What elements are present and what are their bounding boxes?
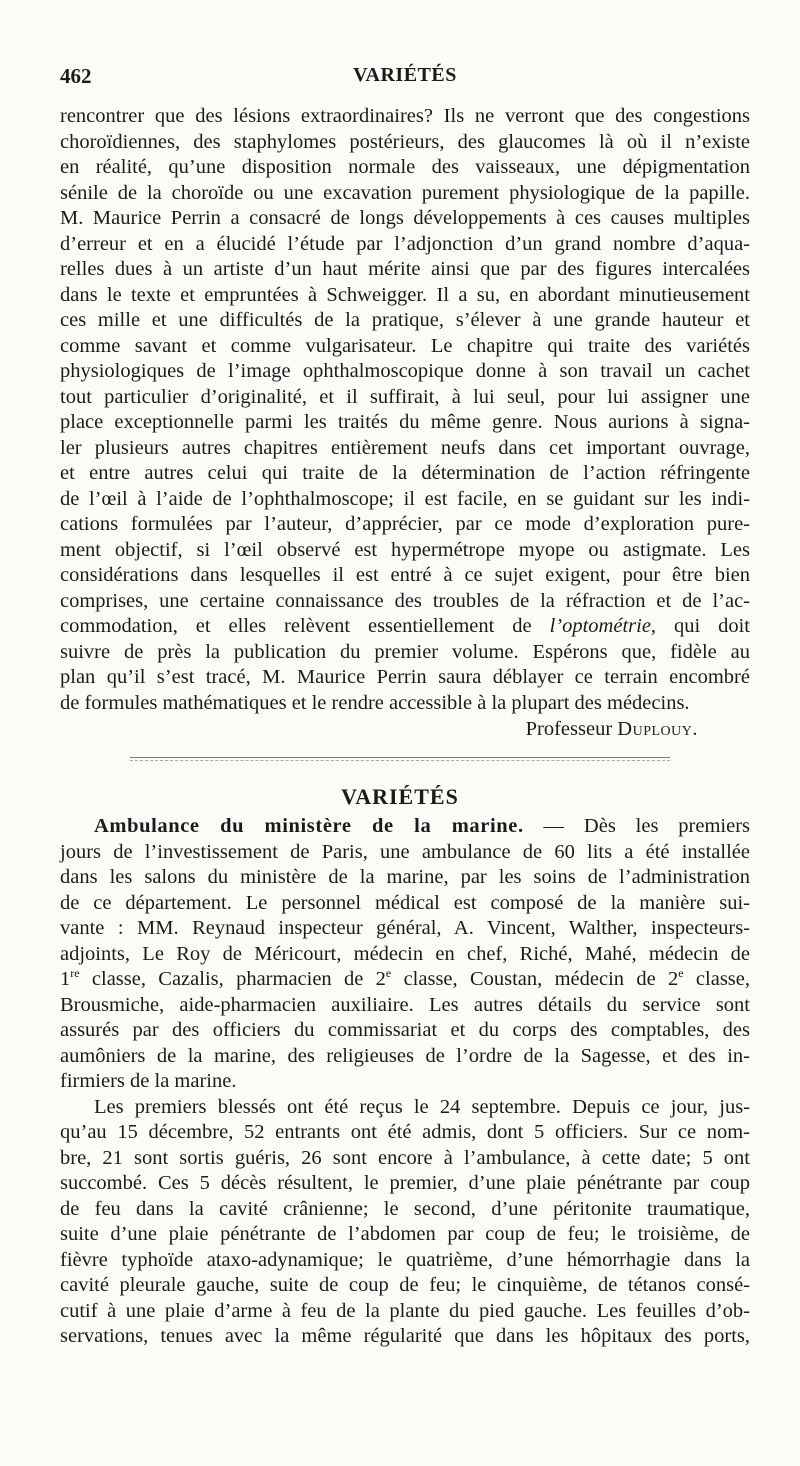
text-line: comprises, une certaine connaissance des troubles de la réfraction et de l’ac- bbox=[60, 589, 750, 612]
review-text-block bbox=[60, 104, 750, 742]
text-line bbox=[60, 967, 750, 993]
text-line: de l’œil à l’aide de l’ophthalmoscope; il est facile, en se guidant sur les indi- bbox=[60, 487, 750, 510]
text-line bbox=[60, 614, 750, 640]
signature-title: Professeur bbox=[525, 718, 613, 740]
text-line: place exceptionnelle parmi les traités du même genre. Nous aurions à signa- bbox=[60, 411, 750, 433]
text-line: jours de l’investissement de Paris, une ambulance de 60 lits a été installée bbox=[60, 840, 750, 863]
text-line: d’erreur et en a élucidé l’étude par l’adjonction d’un grand nombre d’aqua- bbox=[60, 232, 750, 255]
text-line: comme savant et comme vulgarisateur. Le chapitre qui traite des variétés bbox=[60, 334, 750, 357]
text-line: en réalité, qu’une disposition normale des vaisseaux, une dépigmentation bbox=[60, 156, 750, 178]
superscript: e bbox=[385, 966, 392, 981]
text-fragment: classe, Coustan, médecin de 2 bbox=[391, 968, 679, 990]
text-fragment: 1 bbox=[60, 968, 71, 990]
text-line: firmiers de la marine. bbox=[60, 1070, 237, 1092]
text-fragment: classe, Cazalis, pharmacien de 2 bbox=[79, 968, 386, 990]
text-line: ces mille et une difficultés de la pratique, s’élever à une grande hauteur et bbox=[60, 309, 750, 331]
text-line: ler plusieurs autres chapitres entièrement neufs dans cet important ouvrage, bbox=[60, 436, 750, 459]
text-line: de ce département. Le personnel médical est composé de la manière sui- bbox=[60, 891, 750, 914]
signature-name: Duplouy. bbox=[617, 718, 698, 740]
page-number: 462 bbox=[60, 64, 92, 88]
text-line: Les premiers blessés ont été reçus le 24 septembre. Depuis ce jour, jus- bbox=[94, 1095, 750, 1118]
italic-term: l’optométrie bbox=[549, 615, 651, 637]
text-line: fièvre typhoïde ataxo-adynamique; le quatrième, d’une hémorrhagie dans la bbox=[60, 1248, 750, 1271]
ambulance-text-block bbox=[60, 814, 750, 1350]
text-line: suite d’une plaie pénétrante de l’abdomen par coup de feu; le troisième, de bbox=[60, 1223, 750, 1245]
text-line: et entre autres celui qui traite de la détermination de l’action réfringente bbox=[60, 462, 750, 484]
text-line: qu’au 15 décembre, 52 entrants ont été admis, dont 5 officiers. Sur ce nom- bbox=[60, 1121, 750, 1143]
text-line: succombé. Ces 5 décès résultent, le premier, d’une plaie pénétrante par coup bbox=[60, 1172, 750, 1194]
superscript: e bbox=[678, 966, 684, 981]
text-line: dans le texte et empruntées à Schweigger. Il a su, en abordant minutieusement bbox=[60, 283, 750, 306]
text-line: considérations dans lesquelles il est entré à ce sujet exigent, pour être bien bbox=[60, 564, 750, 586]
text-line: relles dues à un artiste d’un haut mérite ainsi que par des figures intercalées bbox=[60, 258, 750, 280]
text-line: adjoints, Le Roy de Méricourt, médecin en chef, Riché, Mahé, médecin de bbox=[60, 942, 750, 965]
text-line: sénile de la choroïde ou une excavation purement physiologique de la papille. bbox=[60, 181, 750, 204]
text-line: bre, 21 sont sortis guéris, 26 sont encore à l’ambulance, à cette date; 5 ont bbox=[60, 1146, 750, 1169]
running-title: VARIÉTÉS bbox=[353, 64, 457, 86]
text-line: de feu dans la cavité crânienne; le second, d’une péritonite traumatique, bbox=[60, 1197, 750, 1220]
signature bbox=[60, 716, 750, 742]
text-line: cutif à une plaie d’arme à feu de la plante du pied gauche. Les feuilles d’ob- bbox=[60, 1299, 750, 1322]
text-line: suivre de près la publication du premier volume. Espérons que, fidèle au bbox=[60, 640, 750, 663]
text-line: de formules mathématiques et le rendre accessible à la plupart des médecins. bbox=[60, 691, 690, 714]
text-line: rencontrer que des lésions extraordinaires? Ils ne verront que des congestions bbox=[60, 105, 750, 127]
text-line: dans les salons du ministère de la marine, par les soins de l’administration bbox=[60, 866, 750, 888]
text-fragment: commodation, et elles relèvent essentiellement de bbox=[60, 615, 532, 637]
text-line: vante : MM. Reynaud inspecteur général, A. Vincent, Walther, inspecteurs- bbox=[60, 917, 750, 939]
text-line: choroïdiennes, des staphylomes postérieurs, des glaucomes là où il n’existe bbox=[60, 130, 750, 153]
section-divider bbox=[130, 757, 670, 761]
lead-line bbox=[60, 814, 750, 840]
text-line: ment objectif, si l’œil observé est hypermétrope myope ou astigmate. Les bbox=[60, 538, 750, 561]
text-line: physiologiques de l’image ophthalmoscopique donne à son travail un cachet bbox=[60, 360, 750, 382]
text-line: tout particulier d’originalité, et il suffirait, à lui seul, pour lui assigner une bbox=[60, 385, 750, 408]
text-line: cavité pleurale gauche, suite de coup de feu; le cinquième, de tétanos consé- bbox=[60, 1274, 750, 1296]
text-line: assurés par des officiers du commissariat et du corps des comptables, des bbox=[60, 1019, 750, 1041]
section-title: VARIÉTÉS bbox=[341, 784, 459, 809]
text-fragment: , qui doit bbox=[650, 615, 751, 637]
text-line: cations formulées par l’auteur, d’apprécier, par ce mode d’exploration pure- bbox=[60, 513, 750, 535]
text-line: aumôniers de la marine, des religieuses de l’ordre de la Sagesse, et des in- bbox=[60, 1044, 750, 1067]
text-line: Brousmiche, aide-pharmacien auxiliaire. Les autres détails du service sont bbox=[60, 993, 750, 1016]
text-fragment: classe, bbox=[683, 968, 751, 990]
running-head bbox=[60, 64, 750, 90]
text-line: M. Maurice Perrin a consacré de longs développements à ces causes multiples bbox=[60, 207, 750, 229]
text-line: servations, tenues avec la même régularité que dans les hôpitaux des ports, bbox=[60, 1325, 750, 1347]
text-fragment: — Dès les premiers bbox=[523, 815, 751, 837]
text-line: plan qu’il s’est tracé, M. Maurice Perrin saura déblayer ce terrain encombré bbox=[60, 666, 750, 688]
superscript: re bbox=[70, 966, 80, 981]
article-heading: Ambulance du ministère de la marine. bbox=[94, 815, 524, 837]
